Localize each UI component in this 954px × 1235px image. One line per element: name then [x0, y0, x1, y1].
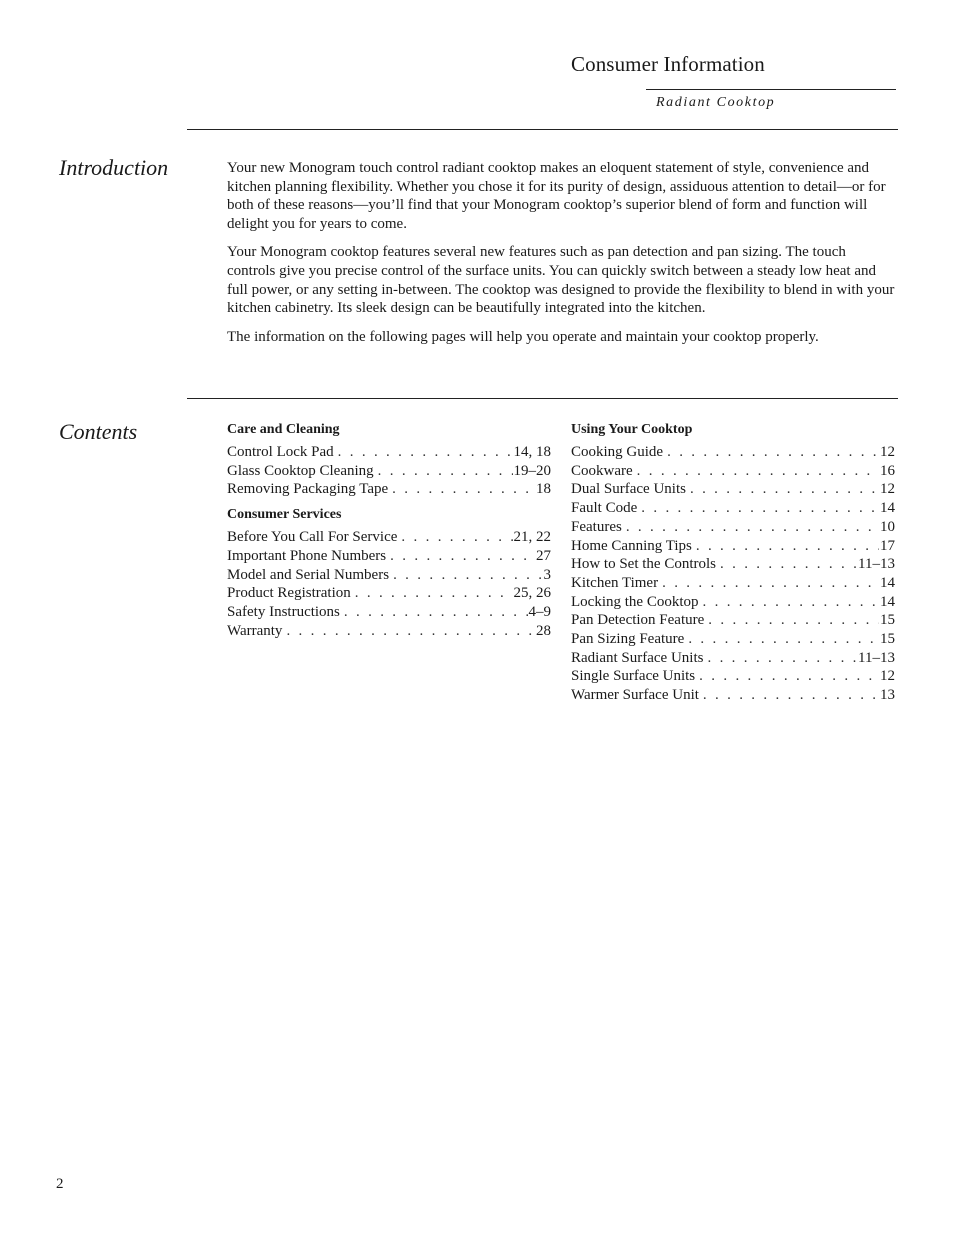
page-number: 2: [56, 1176, 64, 1192]
toc-entry: [571, 462, 895, 481]
toc-entry-label: Before You Call For Service: [227, 529, 398, 546]
toc-leader: [707, 649, 857, 668]
intro-paragraph: Your new Monogram touch control radiant cooktop makes an eloquent statement of style, convenience and kitchen planning flexibility. Whether you chose it for its purity of design, assiduous attention to detail—or for both of these reasons—you’ll find that your Monogram cooktop’s superior blend of form and function will delight you for years to come.: [227, 160, 886, 233]
toc-leader: [703, 686, 879, 705]
toc-leader: [378, 462, 513, 481]
introduction-heading: Introduction: [59, 155, 169, 180]
section-divider-top: [187, 129, 898, 130]
toc-entry-page: 11–13: [858, 556, 895, 573]
toc-entry-label: Control Lock Pad: [227, 444, 334, 460]
toc-entry-label: Fault Code: [571, 500, 638, 517]
toc-entry: [227, 547, 551, 566]
toc-leader: [720, 555, 857, 574]
toc-entry-label: Important Phone Numbers: [227, 547, 387, 564]
toc-entry-page: 11–13: [858, 649, 895, 666]
toc-entry-label: Removing Packaging Tape: [227, 481, 389, 498]
toc-leader: [338, 443, 513, 462]
toc-entry-page: 12: [880, 481, 895, 498]
toc-entry: [571, 518, 895, 537]
toc-entry: [571, 574, 895, 593]
toc-entry: [227, 480, 551, 499]
toc-leader: [626, 518, 879, 537]
toc-entry-page: 3: [543, 566, 551, 583]
toc-entry-page: 16: [880, 462, 895, 479]
toc-leader: [708, 611, 879, 630]
toc-entry-page: 12: [880, 444, 895, 460]
toc-entry-page: 28: [536, 622, 551, 639]
toc-entry-label: Radiant Surface Units: [571, 649, 704, 666]
toc-entry: [227, 443, 551, 462]
toc-leader: [401, 528, 512, 547]
toc-entry: [571, 593, 895, 612]
toc-entry-page: 15: [880, 612, 895, 629]
toc-leader: [667, 443, 879, 462]
toc-entry-label: Kitchen Timer: [571, 574, 659, 591]
toc-leader: [688, 630, 879, 649]
toc-entry: [571, 555, 895, 574]
toc-leader: [344, 603, 528, 622]
toc-entry: [227, 566, 551, 585]
toc-leader: [690, 480, 879, 499]
toc-entry-label: Features: [571, 518, 622, 535]
toc-entry-label: Cooking Guide: [571, 444, 664, 460]
toc-entry-label: Pan Detection Feature: [571, 612, 705, 629]
toc-entry-label: Warmer Surface Unit: [571, 687, 699, 704]
toc-entry: [227, 622, 551, 641]
toc-entry-page: 12: [880, 668, 895, 685]
toc-left-column: [227, 421, 551, 640]
toc-entry-page: 14: [880, 500, 895, 517]
toc-entry: [571, 480, 895, 499]
toc-entry: [227, 528, 551, 547]
toc-entry-label: Home Canning Tips: [571, 537, 692, 554]
toc-entry-page: 14: [880, 574, 895, 591]
toc-leader: [662, 574, 879, 593]
toc-entry: [571, 667, 895, 686]
toc-entry-label: Single Surface Units: [571, 668, 696, 685]
toc-entry-label: Dual Surface Units: [571, 481, 686, 498]
toc-group-care-and-cleaning: [227, 421, 551, 499]
toc-leader: [699, 667, 879, 686]
toc-group-using-your-cooktop: [571, 421, 895, 705]
header-subtitle: Radiant Cooktop: [656, 95, 776, 110]
toc-entry-label: Locking the Cooktop: [571, 593, 699, 610]
toc-entry: [227, 462, 551, 481]
toc-entry: [571, 611, 895, 630]
toc-leader: [696, 537, 879, 556]
section-divider-middle: [187, 398, 898, 399]
toc-leader: [355, 584, 513, 603]
introduction-body: [227, 159, 897, 356]
toc-right-column: [571, 421, 895, 705]
toc-entry-label: Pan Sizing Feature: [571, 631, 685, 648]
toc-leader: [703, 593, 880, 612]
toc-group-title: Consumer Services: [227, 507, 342, 523]
toc-entry-page: 10: [880, 518, 895, 535]
intro-paragraph: Your Monogram cooktop features several new features such as pan detection and pan sizing. The touch controls give you precise control of the surface units. You can quickly switch between a steady low heat and full power, or any setting in-between. The cooktop was designed to provide the flexibility to blend in with your kitchen cabinetry. Its sleek design can be beautifully integrated into the kitchen.: [227, 244, 895, 317]
toc-group-title: Using Your Cooktop: [571, 422, 693, 437]
toc-leader: [390, 547, 535, 566]
toc-leader: [637, 462, 879, 481]
toc-entry: [571, 649, 895, 668]
toc-entry-label: Cookware: [571, 462, 633, 479]
toc-entry-label: Glass Cooktop Cleaning: [227, 462, 374, 479]
contents-heading: Contents: [59, 419, 138, 444]
toc-entry-page: 15: [880, 631, 895, 648]
toc-entry-page: 14, 18: [513, 444, 551, 460]
header-rule: [646, 89, 896, 90]
toc-group-title: Care and Cleaning: [227, 422, 340, 437]
toc-entry-label: How to Set the Controls: [571, 556, 716, 573]
toc-entry: [571, 537, 895, 556]
toc-entry: [227, 603, 551, 622]
toc-entry-page: 14: [880, 593, 895, 610]
toc-leader: [641, 499, 879, 518]
toc-entry: [571, 630, 895, 649]
toc-entry-page: 21, 22: [513, 529, 551, 546]
intro-paragraph: The information on the following pages will help you operate and maintain your cooktop properly.: [227, 328, 819, 345]
toc-group-consumer-services: [227, 506, 551, 640]
toc-entry-page: 13: [880, 687, 895, 704]
toc-leader: [392, 480, 535, 499]
toc-leader: [286, 622, 535, 641]
toc-entry: [571, 686, 895, 705]
toc-entry-page: 25, 26: [513, 585, 551, 602]
toc-entry: [227, 584, 551, 603]
toc-entry-page: 19–20: [513, 462, 551, 479]
toc-entry-page: 27: [536, 547, 551, 564]
toc-entry: [571, 443, 895, 462]
toc-entry-label: Warranty: [227, 622, 283, 639]
toc-entry-label: Product Registration: [227, 585, 351, 602]
toc-entry-label: Model and Serial Numbers: [227, 566, 390, 583]
toc-entry-label: Safety Instructions: [227, 603, 340, 620]
toc-entry: [571, 499, 895, 518]
toc-leader: [393, 566, 542, 585]
toc-entry-page: 17: [880, 537, 895, 554]
toc-entry-page: 4–9: [528, 603, 551, 620]
toc-entry-page: 18: [536, 481, 551, 498]
header-title: Consumer Information: [571, 52, 765, 76]
